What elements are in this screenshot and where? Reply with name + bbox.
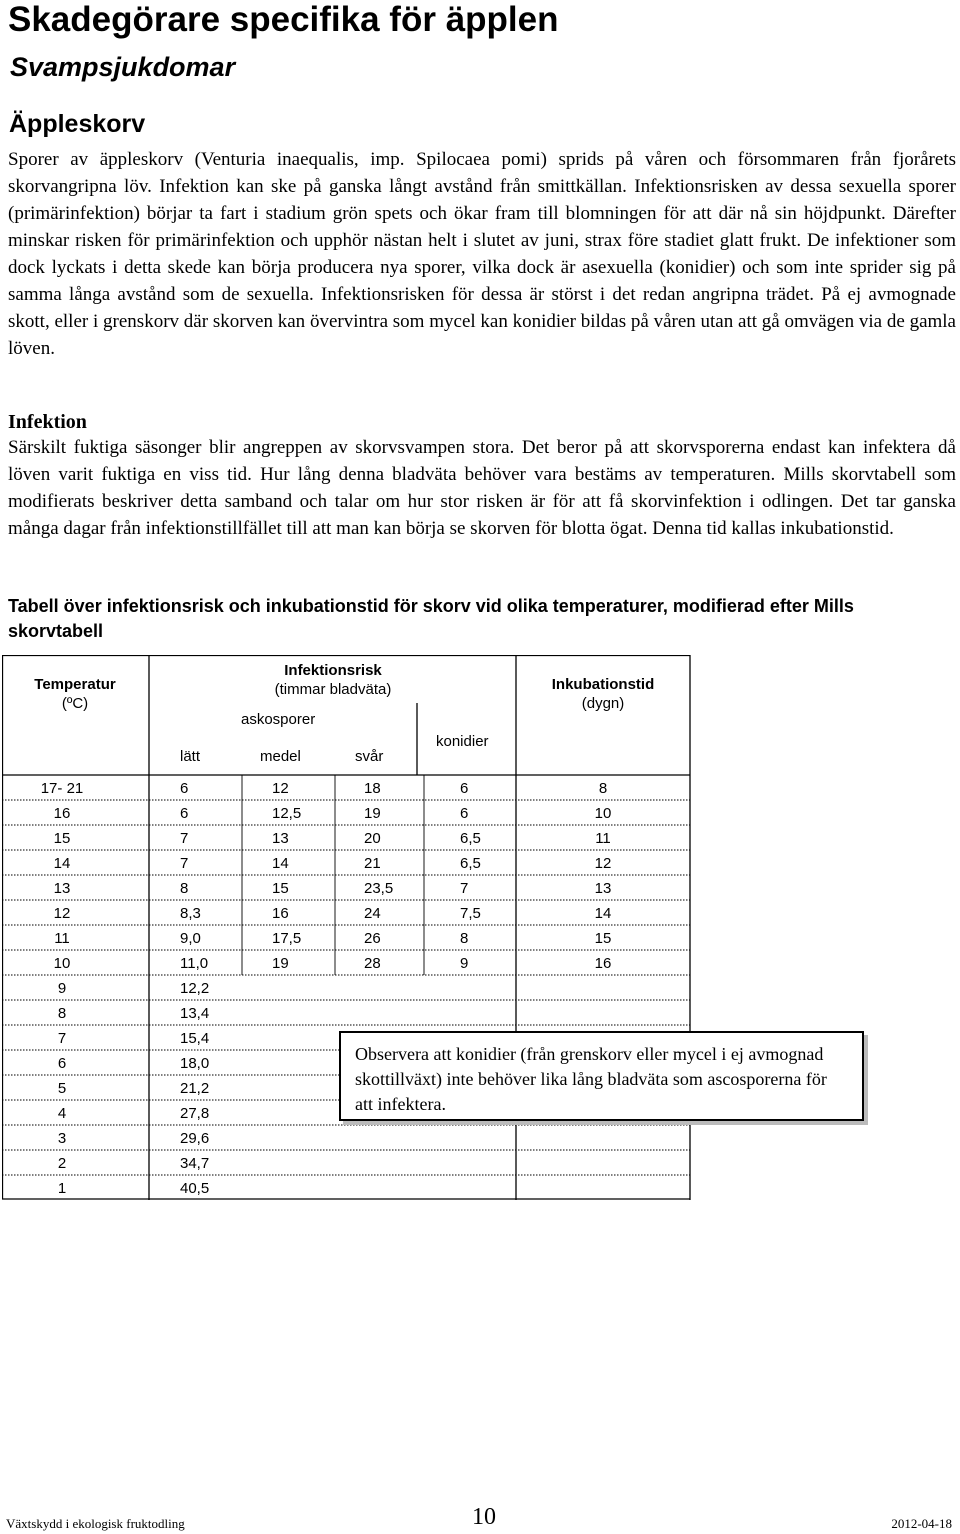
- table-cell-temp: 10: [53, 955, 71, 972]
- table-cell-incubation: 16: [594, 955, 612, 972]
- table-cell-incubation: 12: [594, 855, 612, 872]
- table-cell-temp: 15: [53, 830, 71, 847]
- header-infection-risk-unit: (timmar bladväta): [274, 681, 392, 698]
- table-cell-conidia: 7: [460, 880, 469, 897]
- header-medium: medel: [260, 748, 301, 765]
- table-cell-heavy: 26: [364, 930, 381, 947]
- table-cell-conidia: 6,5: [460, 855, 481, 872]
- table-cell-temp: 9: [57, 980, 67, 997]
- table-cell-conidia: 8: [460, 930, 469, 947]
- page-number: 10: [472, 1504, 496, 1530]
- table-cell-light: 34,7: [180, 1155, 210, 1172]
- paragraph-appleskorv: Sporer av äppleskorv (Venturia inaequalis, imp. Spilocaea pomi) sprids på våren och försommaren från fjorårets skorvangripna löv. Infektion kan ske på ganska långt avstånd från smittkällan. Infektionsrisken av dessa sexuella sporer (primärinfektion) börjar ta fart i stadium grön spets och ökar fram till blomningen för att där nå sin höjdpunkt. Därefter minskar risken för primärinfektion och upphör nästan helt i slutet av juni, strax före stadiet glatt frukt. De infektioner som dock lyckats i detta skede kan börja producera nya sporer, vilka dock är asexuella (konidier) och som inte sprider sig på samma långa avstånd som de sexuella. Infektionsrisken för dessa är störst i det redan angripna trädet. På ej avmognade skott, eller i grenskorv där skorven kan övervintra som mycel kan konidier bildas på våren utan att gå omvägen via de gamla löven.: [8, 149, 956, 359]
- table-cell-light: 21,2: [180, 1080, 210, 1097]
- table-cell-incubation: 10: [594, 805, 612, 822]
- table-cell-light: 9,0: [180, 930, 201, 947]
- table-cell-conidia: 6,5: [460, 830, 481, 847]
- table-cell-temp: 8: [57, 1005, 67, 1022]
- paragraph-infektion: Särskilt fuktiga säsonger blir angreppen av skorvsvampen stora. Det beror på att skorvsporerna endast kan infektera då löven varit fuktiga en viss tid. Hur lång denna bladväta behöver vara bestäms av temperaturen. Mills skorvtabell som modifierats beskriver detta samband och talar om hur stor risken är för att få skorvinfektion i odlingen. Det tar ganska många dagar från infektionstillfället till att man kan börja se skorven för blotta ögat. Denna tid kallas inkubationstid.: [8, 437, 956, 539]
- table-cell-temp: 3: [57, 1130, 67, 1147]
- table-cell-heavy: 19: [364, 805, 381, 822]
- table-cell-temp: 12: [53, 905, 71, 922]
- table-cell-light: 7: [180, 855, 189, 872]
- table-cell-temp: 17- 21: [40, 780, 84, 797]
- header-light: lätt: [180, 748, 201, 765]
- table-cell-light: 7: [180, 830, 189, 847]
- header-ascospores: askosporer: [241, 711, 316, 728]
- table-cell-light: 8: [180, 880, 189, 897]
- table-cell-medium: 15: [272, 880, 289, 897]
- mills-table: [2, 655, 692, 1205]
- table-cell-incubation: 15: [594, 930, 612, 947]
- table-cell-temp: 6: [57, 1055, 67, 1072]
- table-cell-medium: 12,5: [272, 805, 302, 822]
- table-cell-heavy: 21: [364, 855, 381, 872]
- table-cell-temp: 2: [57, 1155, 67, 1172]
- header-infection-risk: Infektionsrisk: [284, 662, 382, 679]
- table-cell-light: 6: [180, 780, 189, 797]
- table-cell-light: 18,0: [180, 1055, 210, 1072]
- section-heading-appleskorv: Äppleskorv: [9, 110, 146, 138]
- table-cell-temp: 13: [53, 880, 71, 897]
- table-cell-conidia: 9: [460, 955, 469, 972]
- table-cell-light: 40,5: [180, 1180, 210, 1197]
- table-cell-heavy: 28: [364, 955, 381, 972]
- table-cell-light: 15,4: [180, 1030, 210, 1047]
- table-cell-temp: 1: [57, 1180, 67, 1197]
- table-cell-temp: 11: [54, 930, 70, 947]
- header-incubation: Inkubationstid: [551, 676, 655, 693]
- table-cell-heavy: 24: [364, 905, 381, 922]
- table-cell-medium: 16: [272, 905, 289, 922]
- table-caption: Tabell över infektionsrisk och inkubationstid för skorv vid olika temperaturer, modifierad efter Mills skorvtabell: [8, 596, 854, 641]
- table-cell-light: 27,8: [180, 1105, 210, 1122]
- note-box: Observera att konidier (från grenskorv eller mycel i ej avmognad skottillväxt) inte behöver lika lång bladväta som ascosporerna för att infektera.: [339, 1031, 864, 1121]
- table-cell-light: 6: [180, 805, 189, 822]
- table-cell-light: 11,0: [180, 955, 209, 972]
- table-cell-incubation: 13: [594, 880, 612, 897]
- table-cell-medium: 12: [272, 780, 289, 797]
- section-heading-infektion: Infektion: [8, 411, 87, 433]
- table-cell-medium: 17,5: [272, 930, 302, 947]
- table-cell-conidia: 6: [460, 780, 469, 797]
- table-cell-temp: 4: [57, 1105, 67, 1122]
- table-cell-medium: 19: [272, 955, 289, 972]
- table-cell-temp: 16: [53, 805, 71, 822]
- table-cell-heavy: 23,5: [364, 880, 394, 897]
- table-cell-medium: 14: [272, 855, 289, 872]
- table-cell-light: 13,4: [180, 1005, 210, 1022]
- table-cell-incubation: 14: [594, 905, 612, 922]
- header-incubation-unit: (dygn): [581, 695, 625, 712]
- header-temperature: Temperatur: [34, 676, 116, 693]
- table-cell-incubation: 8: [598, 780, 608, 797]
- header-heavy: svår: [355, 748, 384, 765]
- table-cell-temp: 14: [53, 855, 71, 872]
- table-cell-light: 12,2: [180, 980, 210, 997]
- table-cell-light: 8,3: [180, 905, 201, 922]
- table-cell-heavy: 18: [364, 780, 381, 797]
- table-cell-light: 29,6: [180, 1130, 210, 1147]
- table-cell-medium: 13: [272, 830, 289, 847]
- table-cell-temp: 7: [57, 1030, 67, 1047]
- footer-date: 2012-04-18: [891, 1516, 952, 1531]
- header-conidia: konidier: [436, 733, 489, 750]
- footer-title: Växtskydd i ekologisk fruktodling: [6, 1516, 185, 1531]
- table-body: [41, 780, 612, 1197]
- table-cell-conidia: 7,5: [460, 905, 481, 922]
- table-cell-incubation: 11: [595, 830, 611, 847]
- page-title: Skadegörare specifika för äpplen: [8, 0, 559, 39]
- table-cell-heavy: 20: [364, 830, 381, 847]
- page-subtitle: Svampsjukdomar: [10, 52, 236, 82]
- header-temperature-unit: (ºC): [61, 695, 89, 712]
- table-cell-temp: 5: [57, 1080, 67, 1097]
- table-cell-conidia: 6: [460, 805, 469, 822]
